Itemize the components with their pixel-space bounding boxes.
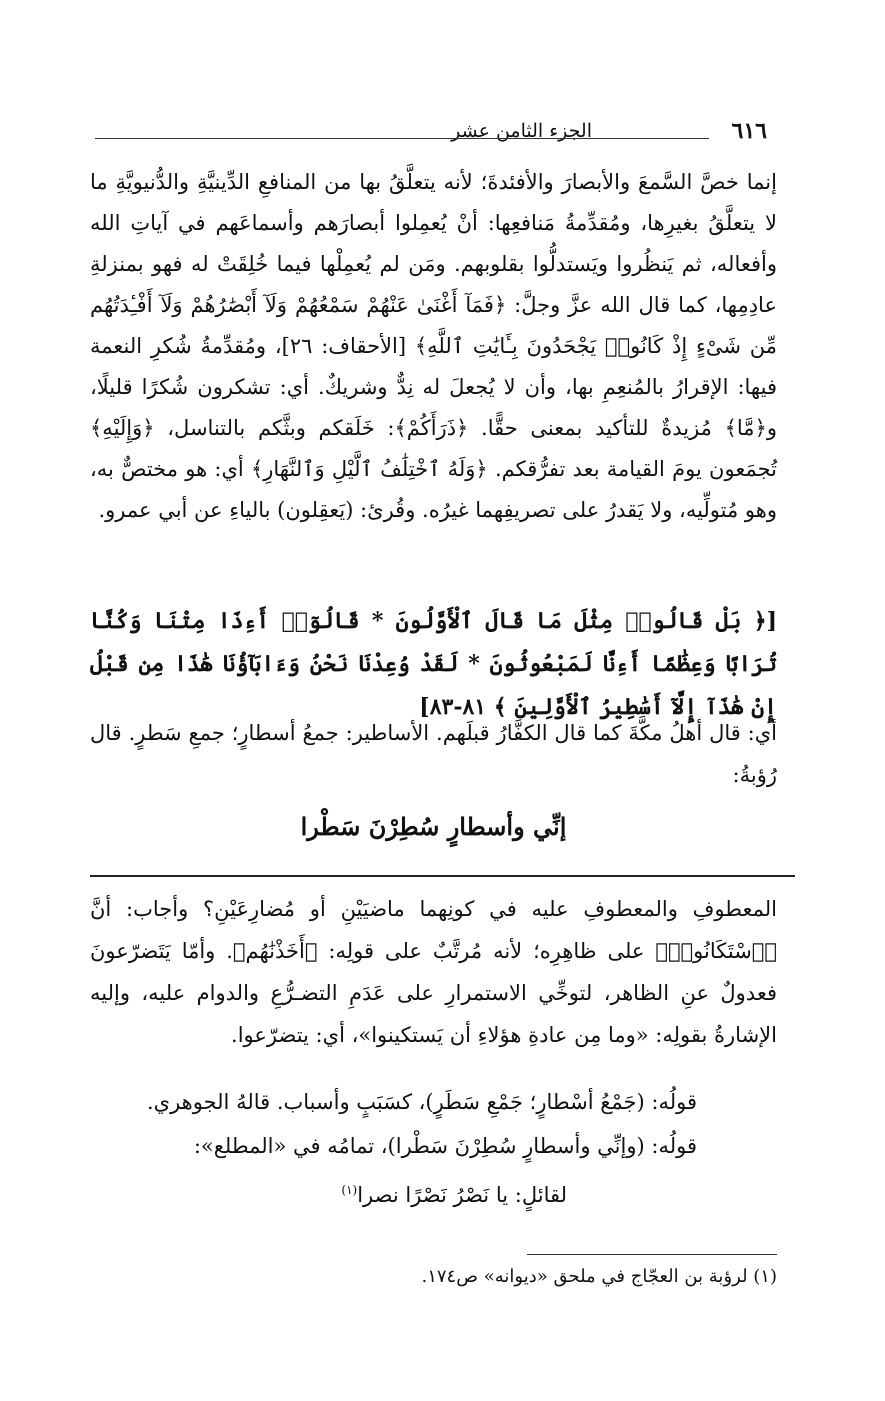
commentary-notes [90, 1080, 777, 1217]
footnote-text: (١) لرؤبة بن العجّاج في ملحق «ديوانه» ص١٧٤. [421, 1266, 777, 1287]
verse-explanation [90, 712, 777, 796]
commentary-separator [90, 875, 795, 877]
poem-line: إنِّي وأسطارٍ سُطِرْنَ سَطْرا [300, 812, 567, 841]
header-rule [95, 138, 709, 139]
page-number: ٦١٦ [731, 118, 767, 144]
main-paragraph: إنما خصَّ السَّمعَ والأبصارَ والأفئدةَ؛ لأنه يتعلَّقُ بها من المنافعِ الدِّينيَّةِ والدُّنيويَّةِ ما لا يتعلَّقُ بغيرِها، ومُقدِّمةُ مَنافعِها: أنْ يُعمِلوا أبصارَهم وأسماعَهم في آياتِ الله وأفعاله، ثم يَنظُروا ويَستدلُّوا بقلوبهم. ومَن لم يُعمِلْها فيما خُلِقَتْ له فهو بمنزلةِ عادِمِها، كما قال الله عزَّ وجلَّ: ﴿فَمَآ أَغْنَىٰ عَنْهُمْ سَمْعُهُمْ وَلَآ أَبْصَٰرُهُمْ وَلَآ أَفْـِٔدَتُهُم مِّن شَىْءٍ إِذْ كَانُوا۟ يَجْحَدُونَ بِـَٔايَٰتِ ٱللَّهِ﴾ [الأحقاف: ٢٦]، ومُقدِّمةُ شُكرِ النعمة فيها: الإقرارُ بالمُنعِمِ بها، وأن لا يُجعلَ له نِدٌّ وشريكٌ. أي: تشكرون شُكرًا قليلًا، و﴿مَّا﴾ مُزيدةٌ للتأكيد بمعنى حقًّا. ﴿ذَرَأَكُمْ﴾: خَلَقكم وبثَّكم بالتناسل، ﴿وَإِلَيْهِ﴾ تُجمَعون يومَ القيامة بعد تفرُّقكم. ﴿وَلَهُ ٱخْتِلَٰفُ ٱلَّيْلِ وَٱلنَّهَارِ﴾ أي: هو مختصٌّ به، وهو مُتولِّيه، ولا يَقدرُ على تصريفِهما غيرُه. وقُرئ: (يَعقِلون) بالياءِ عن أبي عمرو. [90, 170, 778, 522]
footnote [90, 1266, 777, 1287]
commentary-paragraph: المعطوفِ والمعطوفِ عليه في كونِهما ماضيَيْنِ أو مُضارِعَيْنِ؟ وأجاب: أنَّ ﴿ٱسْتَكَانُوا۟﴾ على ظاهِرِه؛ لأنه مُرتَّبٌ على قولِه: ﴿أَخَذْنَٰهُم﴾. وأمّا يَتَضرّعونَ فعدولٌ عنِ الظاهر، لتوخِّي الاستمرارِ على عَدَمِ التضـرُّعِ والدوام عليه، وإليه الإشارةُ بقولِه: «وما مِن عادةِ هؤلاءِ أن يَستكينوا»، أي: يتضرّعوا. [90, 897, 777, 1047]
note-line: قولُه: (جَمْعُ أسْطارٍ؛ جَمْعِ سَطَرٍ)، كسَبَبٍ وأسباب. قالهُ الجوهري. [146, 1090, 697, 1114]
after-verse-paragraph: أي: قال أهلُ مكَّةَ كما قال الكفَّارُ قبلَهم. الأساطير: جمعُ أسطارٍ؛ جمعِ سَطرٍ. قال رُؤبةُ: [90, 721, 777, 787]
part-title: الجزء الثامن عشر [451, 120, 592, 142]
note-line: قولُه: (وإنِّي وأسطارٍ سُطِرْنَ سَطْرا)، تمامُه في «المطلع»: [193, 1134, 697, 1158]
verse-text: [﴿ بَلْ قَالُوا۟ مِثْلَ مَا قَالَ ٱلْأَوَّلُونَ * قَالُوٓا۟ أَءِذَا مِتْنَا وَكُنَّا تُرَابًا وَعِظَٰمًا أَءِنَّا لَمَبْعُوثُونَ * لَقَدْ وُعِدْنَا نَحْنُ وَءَابَآؤُنَا هَٰذَا مِن قَبْلُ إِنْ هَٰذَآ إِلَّآ أَسَٰطِيرُ ٱلْأَوَّلِينَ ﴾ ٨١-٨٣] [90, 608, 777, 720]
footnote-marker: (١) [341, 1183, 358, 1197]
quran-verse [90, 600, 777, 729]
commentary-text [90, 888, 777, 1056]
main-text [90, 162, 777, 531]
note-line [90, 1168, 777, 1217]
running-header [95, 118, 767, 152]
footnote-rule [527, 1254, 777, 1255]
note-text: لقائلٍ: يا نَصْرُ نَصْرًا نصرا [357, 1183, 567, 1207]
